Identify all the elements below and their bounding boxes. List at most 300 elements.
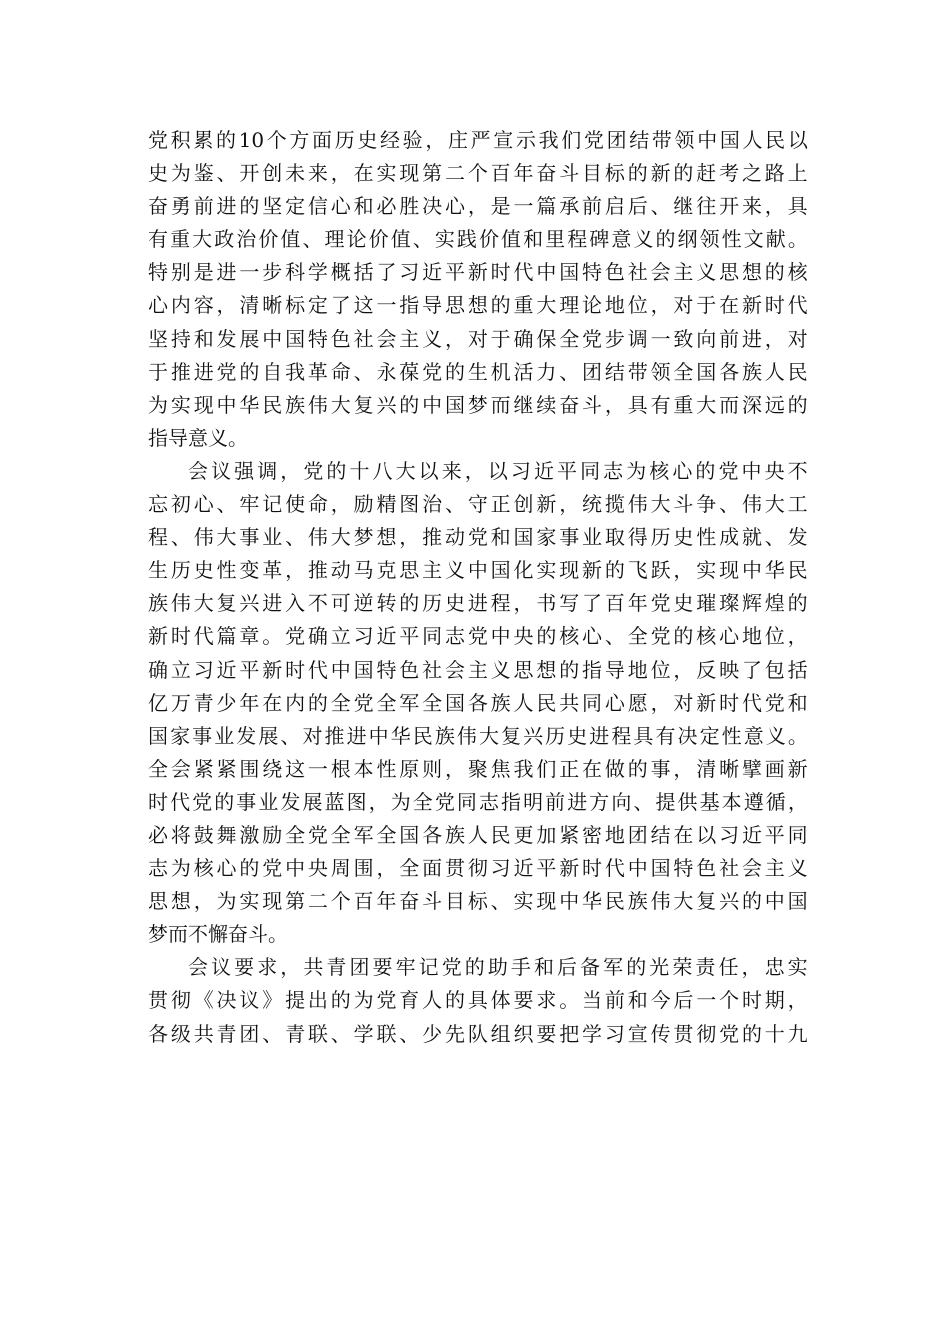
text-glyph: 十 [349,458,370,483]
text-glyph: 党 [719,1021,740,1046]
text-glyph: 和 [490,525,511,550]
text-glyph: 育 [399,988,420,1013]
text-glyph: 向 [611,789,632,814]
text-glyph: 的 [214,789,235,814]
text-glyph: ， [285,558,306,583]
text-glyph: 远 [764,392,785,417]
text-glyph: 前 [582,194,603,219]
text-glyph: 事 [192,723,213,748]
text-glyph: 向 [696,326,717,351]
text-glyph: 青 [285,1021,306,1046]
text-glyph: 推 [324,723,345,748]
text-glyph: 调 [257,458,278,483]
text-glyph: 程 [148,525,168,550]
text-glyph: 伟 [307,392,328,417]
text-glyph: 清 [239,293,260,318]
text-glyph: 的 [536,624,557,649]
text-glyph: 社 [719,856,740,881]
text-glyph: 年 [376,889,397,914]
text-glyph: 括 [787,657,808,682]
text-glyph: 的 [787,392,808,417]
text-glyph: 中 [285,856,306,881]
text-glyph: 程 [611,723,632,748]
text-glyph: 新 [696,690,717,715]
text-glyph: 领 [699,227,720,252]
text-glyph: 葆 [399,359,420,384]
text-glyph: 国 [787,889,808,914]
text-glyph: 一 [650,326,671,351]
text-glyph: 要 [372,955,393,980]
text-glyph: 大 [330,525,351,550]
text-glyph: 史 [673,525,694,550]
text-glyph: 核 [696,624,717,649]
text-glyph: 在 [353,161,374,186]
text-glyph: 华 [239,392,260,417]
text-glyph: 新 [148,624,168,649]
text-glyph: 、 [285,525,306,550]
text-glyph: 进 [346,723,367,748]
text-glyph: 伟 [741,492,762,517]
text-glyph: 核 [787,260,808,285]
text-glyph: 党 [764,690,785,715]
text-glyph: 为 [626,458,647,483]
text-glyph: 志 [444,624,465,649]
text-glyph: 组 [490,1021,511,1046]
text-glyph: 经 [380,128,401,152]
text-glyph: 代 [307,657,328,682]
text-glyph: 和 [193,326,214,351]
text-glyph: 确 [148,657,168,682]
text-glyph: 国 [444,690,465,715]
text-glyph: 代 [741,690,762,715]
text-glyph: 传 [650,1021,671,1046]
text-glyph: 代 [170,789,191,814]
text-glyph: 清 [696,756,717,781]
text-glyph: 和 [627,988,648,1013]
text-glyph: 各 [422,822,443,847]
text-glyph: 一 [513,194,534,219]
text-glyph: 备 [580,955,601,980]
text-glyph: 心 [604,690,625,715]
text-glyph: 前 [604,988,625,1013]
text-glyph: 、 [399,1021,420,1046]
text-glyph: 国 [719,128,740,152]
text-glyph: 紧 [193,756,214,781]
text-glyph: 发 [236,723,257,748]
text-glyph: 奋 [559,392,580,417]
text-glyph: 兴 [523,723,544,748]
text-glyph: 全 [627,624,648,649]
text-glyph: 章 [239,624,260,649]
text-glyph: 体 [490,988,511,1013]
text-glyph: 想 [741,260,762,285]
text-glyph: 中 [697,128,718,152]
text-glyph: 事 [559,525,580,550]
text-glyph: 大 [216,525,237,550]
text-glyph: 国 [285,326,306,351]
text-glyph: 事 [239,525,260,550]
text-glyph: 复 [216,591,237,616]
text-glyph: 步 [262,260,283,285]
text-glyph: 各 [719,359,740,384]
text-glyph: 一 [696,988,717,1013]
text-glyph: 青 [216,1021,237,1046]
text-glyph: 的 [464,955,485,980]
text-glyph: 的 [695,458,716,483]
text-glyph: 而 [719,392,740,417]
text-glyph: 意 [743,723,764,748]
text-glyph: 意 [611,227,632,252]
text-glyph: 华 [582,889,603,914]
text-glyph: 家 [536,525,557,550]
text-glyph: 、 [633,789,654,814]
text-glyph: 当 [582,988,603,1013]
text-glyph: 晰 [262,293,283,318]
text-line [148,654,808,687]
text-glyph: 围 [239,756,260,781]
text-glyph: 指 [582,657,603,682]
text-glyph: 勇 [170,194,191,219]
text-glyph: 梦 [353,525,374,550]
text-glyph: 史 [193,558,214,583]
text-glyph: 义 [633,227,654,252]
text-glyph: 族 [444,822,465,847]
text-glyph: 复 [696,889,717,914]
text-glyph: 必 [376,194,397,219]
text-glyph: 光 [649,955,670,980]
text-glyph: 会 [376,326,397,351]
text-glyph: 璨 [719,591,740,616]
text-glyph: 志 [478,789,499,814]
text-glyph: 心 [148,293,168,318]
text-glyph: 各 [148,1021,168,1046]
text-glyph: 习 [193,657,214,682]
text-glyph: 九 [787,1021,808,1046]
text-glyph: 代 [193,624,214,649]
text-glyph: 织 [513,1021,534,1046]
text-glyph: 地 [627,657,648,682]
text-glyph: 推 [422,525,443,550]
text-glyph: 而 [168,922,188,947]
text-glyph: 牢 [395,955,416,980]
text-glyph: 内 [285,690,306,715]
text-glyph: 牢 [239,492,260,517]
text-glyph: 可 [330,591,351,616]
text-glyph: 继 [513,392,534,417]
text-glyph: 带 [627,359,648,384]
text-glyph: 基 [699,789,720,814]
text-glyph: 和 [533,955,554,980]
text-glyph: 激 [239,822,260,847]
text-glyph: 以 [487,458,508,483]
text-glyph: 将 [170,822,191,847]
text-glyph: 值 [280,227,301,252]
text-glyph: 百 [604,591,625,616]
text-glyph: 会 [170,756,191,781]
text-glyph: 前 [545,789,566,814]
text-glyph: 伟 [170,591,191,616]
text-glyph: 、 [764,525,785,550]
text-glyph: 近 [741,822,762,847]
text-glyph: 逆 [353,591,374,616]
text-glyph: 习 [399,260,420,285]
text-line [148,1018,808,1051]
text-glyph: 奋 [228,922,248,947]
text-glyph: 平 [557,458,577,483]
text-glyph: 的 [239,194,260,219]
text-glyph: 命 [307,492,328,517]
document-body [148,124,808,1051]
text-glyph: 、 [719,492,740,517]
text-glyph: 中 [330,657,351,682]
text-line [148,852,808,885]
text-glyph: 括 [353,260,374,285]
text-line [148,223,808,256]
text-glyph: 习 [719,822,740,847]
text-glyph: 党 [582,326,603,351]
text-glyph: 跃 [650,558,671,583]
text-glyph: ， [464,458,485,483]
text-glyph: 斗 [559,161,580,186]
text-glyph: 位 [764,624,785,649]
text-glyph: 正 [490,492,511,517]
text-glyph: 想 [170,889,191,914]
text-glyph: 贯 [148,988,168,1013]
text-glyph: 人 [764,359,785,384]
text-glyph: 地 [604,293,625,318]
text-glyph: 、 [650,194,671,219]
text-glyph: 华 [390,723,411,748]
text-glyph: 们 [536,756,557,781]
text-glyph: 史 [148,161,168,186]
text-glyph: 循 [765,789,786,814]
text-glyph: 往 [696,194,717,219]
text-glyph: 共 [193,1021,214,1046]
text-glyph: 万 [170,690,191,715]
text-glyph: 是 [490,194,511,219]
text-glyph: 后 [557,955,577,980]
text-glyph: 对 [673,690,694,715]
text-glyph: 民 [262,392,283,417]
text-glyph: 社 [422,657,443,682]
text-glyph: 不 [307,591,328,616]
text-line [148,819,808,852]
text-glyph: 。 [787,723,808,748]
text-glyph: 后 [673,988,694,1013]
text-glyph: 在 [582,756,603,781]
text-glyph: 晰 [719,756,740,781]
text-glyph: 煌 [764,591,785,616]
text-glyph: 党 [650,624,671,649]
text-glyph: 做 [604,756,625,781]
text-glyph: 中 [536,260,557,285]
text-glyph: 中 [741,558,762,583]
text-glyph: 和 [523,227,544,252]
text-glyph: 提 [285,988,306,1013]
text-glyph: 时 [719,690,740,715]
text-glyph: 色 [696,856,717,881]
text-glyph: 转 [376,591,397,616]
text-glyph: 信 [307,194,328,219]
text-glyph: 彻 [170,988,191,1013]
text-glyph: 价 [368,227,389,252]
text-glyph: 一 [376,293,397,318]
text-glyph: 时 [170,624,191,649]
text-glyph: 来 [441,458,462,483]
text-glyph: 期 [764,988,785,1013]
text-glyph: 对 [787,326,808,351]
text-glyph: 国 [399,822,420,847]
text-glyph: 时 [764,293,785,318]
text-glyph: 带 [651,128,672,152]
text-glyph: 焦 [490,756,511,781]
text-glyph: 写 [559,591,580,616]
text-glyph: 彻 [696,1021,717,1046]
text-glyph: 党 [262,856,283,881]
text-glyph: 了 [741,657,762,682]
text-glyph: 、 [604,624,625,649]
text-glyph: 懈 [208,922,228,947]
text-glyph: 求 [257,955,278,980]
text-line [148,356,808,389]
text-glyph: 习 [604,1021,625,1046]
text-glyph: 学 [353,1021,374,1046]
text-line [148,554,808,587]
text-glyph: 心 [216,856,237,881]
text-glyph: 全 [148,756,168,781]
text-glyph: 科 [285,260,306,285]
text-glyph: 验 [402,128,423,152]
text-glyph: 贯 [673,1021,694,1046]
text-glyph: 推 [170,359,191,384]
text-glyph: 习 [510,458,531,483]
text-glyph: 的 [627,161,648,186]
text-glyph: 书 [536,591,557,616]
text-glyph: 成 [719,525,740,550]
text-glyph: 以 [696,822,717,847]
text-glyph: 伟 [193,525,214,550]
text-glyph: 志 [603,458,624,483]
text-glyph: 励 [353,492,374,517]
text-glyph: 里 [545,227,566,252]
text-glyph: 全 [330,690,351,715]
text-glyph: 领 [650,359,671,384]
text-glyph: 大 [536,293,557,318]
text-glyph: 全 [330,822,351,847]
text-glyph: 《 [193,988,214,1013]
text-glyph: 家 [170,723,191,748]
text-glyph: 时 [148,789,168,814]
text-glyph: 篇 [216,624,237,649]
text-glyph: 继 [673,194,694,219]
text-glyph: 璀 [696,591,717,616]
text-glyph: 的 [764,260,785,285]
text-glyph: 责 [695,955,716,980]
text-glyph: 中 [559,889,580,914]
text-glyph: 国 [696,359,717,384]
text-glyph: 历 [650,525,671,550]
text-glyph: 实 [513,889,534,914]
text-glyph: 具 [467,988,488,1013]
text-glyph: 我 [285,359,306,384]
text-glyph: 调 [627,326,648,351]
text-glyph: 内 [170,293,191,318]
text-glyph: 统 [582,492,603,517]
text-glyph: 央 [513,624,534,649]
text-glyph: 主 [764,856,785,881]
text-glyph: 目 [444,889,465,914]
text-glyph: 力 [536,359,557,384]
text-glyph: 新 [559,856,580,881]
text-glyph: 团 [582,359,603,384]
text-glyph: 性 [216,558,237,583]
text-glyph: 团 [239,1021,260,1046]
text-glyph: 实 [376,161,397,186]
text-glyph: 伟 [307,525,328,550]
text-glyph: 主 [467,657,488,682]
text-glyph: 国 [559,260,580,285]
text-glyph: 会 [188,955,208,980]
text-glyph: 理 [559,293,580,318]
text-glyph: 近 [216,657,237,682]
text-glyph: ， [787,988,808,1013]
text-glyph: 位 [627,293,648,318]
text-glyph: 十 [764,1021,785,1046]
text-glyph: 的 [399,392,420,417]
text-glyph: 现 [536,889,557,914]
text-glyph: 平 [399,624,420,649]
text-glyph: 考 [719,161,740,186]
text-glyph: 后 [627,194,648,219]
text-glyph: 紧 [216,756,237,781]
text-glyph: 记 [418,955,439,980]
text-glyph: 永 [376,359,397,384]
text-glyph: 概 [330,260,351,285]
text-glyph: 。 [268,922,288,947]
text-glyph: 动 [330,558,351,583]
text-glyph: 本 [721,789,742,814]
text-glyph: 宣 [627,1021,648,1046]
text-glyph: 业 [262,525,283,550]
text-glyph: 历 [545,723,566,748]
text-glyph: ， [280,458,301,483]
text-glyph: 中 [764,889,785,914]
text-glyph: 党 [718,458,739,483]
text-glyph: 的 [215,128,236,152]
text-glyph: 同 [456,789,477,814]
text-glyph: 奋 [148,194,168,219]
text-glyph: 斗 [248,922,268,947]
text-glyph: 学 [307,260,328,285]
text-glyph: 的 [627,756,648,781]
text-glyph: 伟 [456,723,477,748]
text-glyph: 时 [490,260,511,285]
text-glyph: 的 [307,690,328,715]
text-glyph: 上 [787,161,808,186]
text-glyph: 指 [501,789,521,814]
text-glyph: 的 [444,988,465,1013]
text-glyph: ， [513,591,534,616]
text-glyph: 民 [412,723,433,748]
text-glyph: 对 [302,723,323,748]
text-glyph: 心 [330,194,351,219]
text-glyph: 思 [148,889,168,914]
text-glyph: 义 [765,723,786,748]
text-glyph: 团 [606,128,627,152]
text-glyph: 、 [330,1021,351,1046]
text-glyph: 奋 [399,889,420,914]
text-glyph: 论 [346,227,367,252]
